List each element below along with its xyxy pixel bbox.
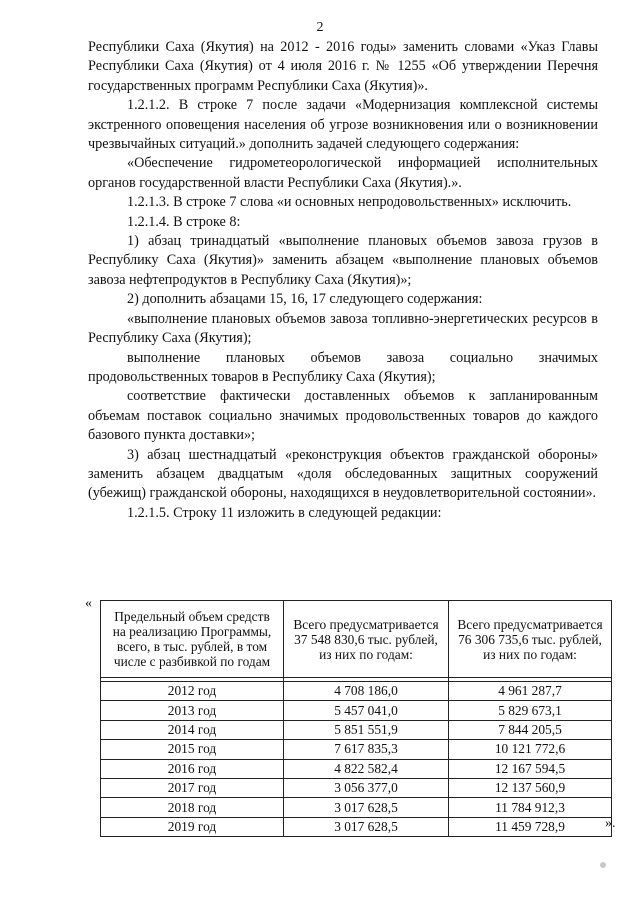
year-cell: 2018 год	[101, 798, 284, 817]
quote-open-mark: «	[85, 596, 92, 611]
year-cell: 2019 год	[101, 817, 284, 836]
value-cell: 4 961 287,7	[449, 682, 612, 701]
quote-close-mark: ».	[605, 816, 616, 831]
paragraph: 1) абзац тринадцатый «выполнение плановых объемов завоза грузов в Республику Саха (Якутия)» заменить абзацем «выполнение плановых объемов завоза нефтепродуктов в Республику Саха (Якутия)»;	[88, 233, 598, 288]
document-body	[88, 38, 598, 523]
year-cell: 2017 год	[101, 778, 284, 797]
value-cell: 10 121 772,6	[449, 740, 612, 759]
table-header-row	[101, 601, 612, 678]
paragraph: 1.2.1.3. В строке 7 слова «и основных непродовольственных» исключить.	[127, 194, 572, 211]
value-cell: 7 844 205,5	[449, 720, 612, 739]
paragraph: 3) абзац шестнадцатый «реконструкция объектов гражданской обороны» заменить абзацем двадцатым «доля обследованных защитных сооружений (убежищ) гражданской обороны, находящихся в неудовлетворительной состоянии».	[88, 446, 598, 502]
table-header-cell: Всего предусматривается 76 306 735,6 тыс. рублей, из них по годам:	[449, 601, 612, 678]
paragraph: 2) дополнить абзацами 15, 16, 17 следующего содержания:	[127, 291, 483, 308]
value-cell: 5 457 041,0	[284, 701, 449, 720]
value-cell: 3 017 628,5	[284, 817, 449, 836]
table-row	[101, 740, 612, 759]
year-cell: 2015 год	[101, 740, 284, 759]
funding-table	[100, 600, 612, 837]
paragraph: 1.2.1.4. В строке 8:	[127, 213, 241, 230]
value-cell: 5 851 551,9	[284, 720, 449, 739]
scan-dot-mark	[600, 862, 606, 868]
paragraph: Республики Саха (Якутия) на 2012 - 2016 годы» заменить словами «Указ Главы Республики Саха (Якутия) от 4 июля 2016 г. № 1255 «Об утверждении Перечня государственных программ Республики Саха (Якутия)».	[88, 39, 598, 94]
value-cell: 4 822 582,4	[284, 759, 449, 778]
value-cell: 3 017 628,5	[284, 798, 449, 817]
value-cell: 3 056 377,0	[284, 778, 449, 797]
table-header-cell: Предельный объем средств на реализацию Программы, всего, в тыс. рублей, в том числе с разбивкой по годам	[101, 601, 284, 678]
table-header-cell: Всего предусматривается 37 548 830,6 тыс. рублей, из них по годам:	[284, 601, 449, 678]
table-row	[101, 798, 612, 817]
year-cell: 2016 год	[101, 759, 284, 778]
table-row	[101, 759, 612, 778]
paragraph: 1.2.1.2. В строке 7 после задачи «Модернизация комплексной системы экстренного оповещения населения об угрозе возникновения или о возникновении чрезвычайных ситуаций.» дополнить задачей следующего содержания:	[88, 97, 598, 153]
value-cell: 12 167 594,5	[449, 759, 612, 778]
value-cell: 11 459 728,9	[449, 817, 612, 836]
table-row	[101, 778, 612, 797]
paragraph: «Обеспечение гидрометеорологической информацией исполнительных органов государственной власти Республики Саха (Якутия).».	[88, 155, 598, 191]
table-row	[101, 701, 612, 720]
table-row	[101, 682, 612, 701]
paragraph: 1.2.1.5. Строку 11 изложить в следующей редакции:	[127, 504, 442, 521]
table-row	[101, 720, 612, 739]
page-number: 2	[316, 20, 324, 35]
value-cell: 4 708 186,0	[284, 682, 449, 701]
paragraph: соответствие фактически доставленных объемов к запланированным объемам поставок социально значимых продовольственных товаров до каждого базового пункта доставки»;	[88, 388, 598, 444]
table-row	[101, 817, 612, 836]
value-cell: 7 617 835,3	[284, 740, 449, 759]
value-cell: 11 784 912,3	[449, 798, 612, 817]
year-cell: 2012 год	[101, 682, 284, 701]
value-cell: 12 137 560,9	[449, 778, 612, 797]
paragraph: выполнение плановых объемов завоза социально значимых продовольственных товаров в Республику Саха (Якутия);	[88, 349, 598, 385]
value-cell: 5 829 673,1	[449, 701, 612, 720]
year-cell: 2014 год	[101, 720, 284, 739]
paragraph: «выполнение плановых объемов завоза топливно-энергетических ресурсов в Республику Саха (Якутия);	[88, 310, 598, 347]
year-cell: 2013 год	[101, 701, 284, 720]
